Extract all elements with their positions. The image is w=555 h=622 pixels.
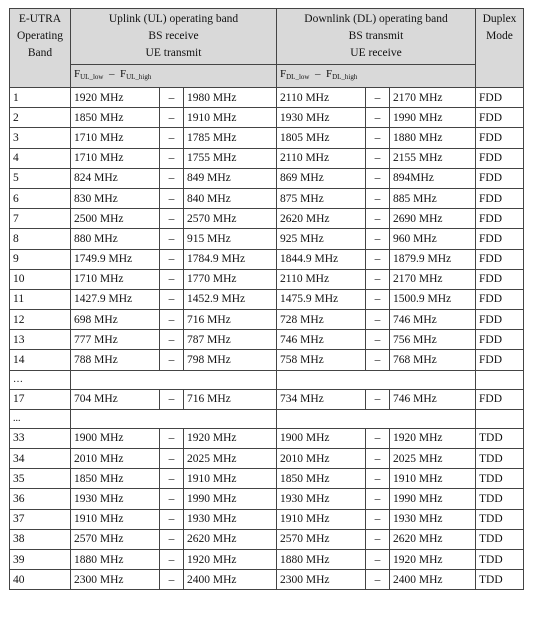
duplex-mode-cell: TDD <box>476 489 524 509</box>
table-row <box>10 289 524 309</box>
dl-high-cell: 746 MHz <box>390 310 476 330</box>
band-cell: 12 <box>10 310 71 330</box>
dl-low-cell: 925 MHz <box>277 229 366 249</box>
ul-low-cell: 2570 MHz <box>71 529 160 549</box>
ul-high-cell: 1930 MHz <box>184 509 277 529</box>
ul-dash-cell: – <box>160 469 184 489</box>
dl-low-cell: 2110 MHz <box>277 88 366 108</box>
ul-dash-cell <box>160 370 184 389</box>
duplex-mode-cell: TDD <box>476 449 524 469</box>
duplex-mode-cell: FDD <box>476 330 524 350</box>
ellipsis-row <box>10 370 524 389</box>
duplex-mode-cell: FDD <box>476 188 524 208</box>
dl-high-cell: 1500.9 MHz <box>390 289 476 309</box>
ul-low-cell: 704 MHz <box>71 389 160 409</box>
table-row <box>10 389 524 409</box>
table-row <box>10 188 524 208</box>
table-row <box>10 570 524 590</box>
duplex-mode-cell: FDD <box>476 289 524 309</box>
dl-dash-cell: – <box>366 128 390 148</box>
table-row <box>10 168 524 188</box>
dl-high-cell: 1930 MHz <box>390 509 476 529</box>
table-row <box>10 88 524 108</box>
table-row <box>10 269 524 289</box>
dl-dash-cell: – <box>366 330 390 350</box>
ul-low-cell: 1920 MHz <box>71 88 160 108</box>
duplex-mode-cell: FDD <box>476 168 524 188</box>
ul-low-cell: 1749.9 MHz <box>71 249 160 269</box>
table-row <box>10 549 524 569</box>
dl-dash-cell: – <box>366 310 390 330</box>
dl-low-cell: 2110 MHz <box>277 269 366 289</box>
band-cell: 13 <box>10 330 71 350</box>
band-cell: 40 <box>10 570 71 590</box>
ellipsis-row <box>10 409 524 428</box>
duplex-mode-cell: FDD <box>476 350 524 370</box>
dl-dash-cell: – <box>366 209 390 229</box>
dl-high-cell: 1920 MHz <box>390 549 476 569</box>
dl-high-cell <box>390 370 476 389</box>
ul-dash-cell: – <box>160 229 184 249</box>
ul-high-cell: 2620 MHz <box>184 529 277 549</box>
dl-low-cell: 1475.9 MHz <box>277 289 366 309</box>
dl-dash-cell: – <box>366 509 390 529</box>
duplex-mode-cell: TDD <box>476 428 524 448</box>
ul-low-cell: 1910 MHz <box>71 509 160 529</box>
ul-low-cell: 698 MHz <box>71 310 160 330</box>
table-header <box>10 9 524 88</box>
ul-dash-cell: – <box>160 428 184 448</box>
dl-low-cell: 1850 MHz <box>277 469 366 489</box>
dl-low-cell: 1880 MHz <box>277 549 366 569</box>
uplink-range-header: $F_{UL\_low} - F_{UL\_high}$ <box>71 65 277 88</box>
ul-high-cell: 2570 MHz <box>184 209 277 229</box>
table-row <box>10 350 524 370</box>
dl-dash-cell: – <box>366 229 390 249</box>
dl-high-cell: 2025 MHz <box>390 449 476 469</box>
ul-dash-cell: – <box>160 489 184 509</box>
dl-low-cell: 875 MHz <box>277 188 366 208</box>
band-cell: 10 <box>10 269 71 289</box>
dl-high-cell: 746 MHz <box>390 389 476 409</box>
duplex-mode-cell: FDD <box>476 209 524 229</box>
band-cell: 3 <box>10 128 71 148</box>
ul-high-cell: 1785 MHz <box>184 128 277 148</box>
ul-high-cell: 849 MHz <box>184 168 277 188</box>
ul-low-cell: 2300 MHz <box>71 570 160 590</box>
ul-high-cell: 1990 MHz <box>184 489 277 509</box>
dl-high-cell: 2170 MHz <box>390 88 476 108</box>
ul-high-cell: 1920 MHz <box>184 549 277 569</box>
dl-dash-cell: – <box>366 108 390 128</box>
ul-low-cell: 880 MHz <box>71 229 160 249</box>
ul-low-cell: 2010 MHz <box>71 449 160 469</box>
ul-high-cell: 840 MHz <box>184 188 277 208</box>
duplex-mode-cell: FDD <box>476 229 524 249</box>
band-cell: 36 <box>10 489 71 509</box>
duplex-mode-cell: TDD <box>476 469 524 489</box>
ul-dash-cell: – <box>160 148 184 168</box>
ul-high-cell: 1910 MHz <box>184 108 277 128</box>
ul-dash-cell: – <box>160 509 184 529</box>
duplex-mode-cell <box>476 370 524 389</box>
ul-dash-cell: – <box>160 128 184 148</box>
dl-low-cell: 1930 MHz <box>277 108 366 128</box>
dl-high-cell: 2170 MHz <box>390 269 476 289</box>
dl-high-cell <box>390 409 476 428</box>
band-cell: 39 <box>10 549 71 569</box>
dl-dash-cell: – <box>366 570 390 590</box>
ul-dash-cell: – <box>160 389 184 409</box>
dl-dash-cell: – <box>366 269 390 289</box>
downlink-range-header: $F_{DL\_low} - F_{DL\_high}$ <box>277 65 476 88</box>
uplink-column-header: Uplink (UL) operating band BS receive UE transmit <box>71 9 277 65</box>
dl-dash-cell <box>366 409 390 428</box>
ul-dash-cell: – <box>160 330 184 350</box>
ul-dash-cell: – <box>160 289 184 309</box>
ul-low-cell: 2500 MHz <box>71 209 160 229</box>
band-cell: 7 <box>10 209 71 229</box>
dl-low-cell: 869 MHz <box>277 168 366 188</box>
ul-dash-cell: – <box>160 188 184 208</box>
table-row <box>10 509 524 529</box>
duplex-mode-cell: FDD <box>476 148 524 168</box>
dl-high-cell: 885 MHz <box>390 188 476 208</box>
ul-low-cell: 830 MHz <box>71 188 160 208</box>
ul-dash-cell: – <box>160 88 184 108</box>
table-row <box>10 449 524 469</box>
dl-dash-cell: – <box>366 449 390 469</box>
dl-low-cell: 2300 MHz <box>277 570 366 590</box>
ul-high-cell: 1770 MHz <box>184 269 277 289</box>
ul-high-cell: 2025 MHz <box>184 449 277 469</box>
table-row <box>10 108 524 128</box>
dl-low-cell <box>277 370 366 389</box>
ul-dash-cell: – <box>160 310 184 330</box>
table-row <box>10 128 524 148</box>
dl-dash-cell: – <box>366 350 390 370</box>
ul-high-cell: 1452.9 MHz <box>184 289 277 309</box>
ul-low-cell: 788 MHz <box>71 350 160 370</box>
dl-low-cell: 728 MHz <box>277 310 366 330</box>
dl-high-cell: 1990 MHz <box>390 108 476 128</box>
dl-dash-cell: – <box>366 188 390 208</box>
ul-dash-cell: – <box>160 449 184 469</box>
ul-low-cell: 1710 MHz <box>71 269 160 289</box>
duplex-mode-cell: TDD <box>476 509 524 529</box>
ul-low-cell: 1880 MHz <box>71 549 160 569</box>
duplex-mode-cell: TDD <box>476 529 524 549</box>
duplex-mode-cell: FDD <box>476 310 524 330</box>
dl-high-cell: 1910 MHz <box>390 469 476 489</box>
table-body <box>10 88 524 590</box>
dl-dash-cell: – <box>366 529 390 549</box>
table-row <box>10 529 524 549</box>
dl-dash-cell: – <box>366 148 390 168</box>
downlink-column-header: Downlink (DL) operating band BS transmit UE receive <box>277 9 476 65</box>
dl-low-cell: 2010 MHz <box>277 449 366 469</box>
dl-low-cell: 746 MHz <box>277 330 366 350</box>
band-cell: 6 <box>10 188 71 208</box>
duplex-mode-cell: FDD <box>476 269 524 289</box>
ul-dash-cell: – <box>160 249 184 269</box>
dl-high-cell: 2620 MHz <box>390 529 476 549</box>
band-cell: 11 <box>10 289 71 309</box>
dl-high-cell: 2155 MHz <box>390 148 476 168</box>
ul-dash-cell: – <box>160 108 184 128</box>
dl-dash-cell: – <box>366 469 390 489</box>
dl-low-cell: 2620 MHz <box>277 209 366 229</box>
dl-high-cell: 1990 MHz <box>390 489 476 509</box>
table-row <box>10 330 524 350</box>
band-cell: 34 <box>10 449 71 469</box>
dl-high-cell: 1879.9 MHz <box>390 249 476 269</box>
duplex-mode-column-header: Duplex Mode <box>476 9 524 88</box>
ul-high-cell <box>184 409 277 428</box>
duplex-mode-cell: FDD <box>476 389 524 409</box>
ul-dash-cell: – <box>160 549 184 569</box>
dl-low-cell <box>277 409 366 428</box>
band-cell: 9 <box>10 249 71 269</box>
ul-dash-cell: – <box>160 209 184 229</box>
table-row <box>10 489 524 509</box>
ul-low-cell: 1710 MHz <box>71 148 160 168</box>
ul-low-cell: 1710 MHz <box>71 128 160 148</box>
ul-dash-cell: – <box>160 570 184 590</box>
operating-bands-table <box>9 8 524 590</box>
dl-low-cell: 734 MHz <box>277 389 366 409</box>
dl-high-cell: 1920 MHz <box>390 428 476 448</box>
ul-low-cell: 824 MHz <box>71 168 160 188</box>
ul-low-cell: 1850 MHz <box>71 469 160 489</box>
dl-dash-cell: – <box>366 289 390 309</box>
duplex-mode-cell: FDD <box>476 88 524 108</box>
duplex-mode-cell <box>476 409 524 428</box>
band-cell: 5 <box>10 168 71 188</box>
ul-high-cell: 798 MHz <box>184 350 277 370</box>
band-cell: 1 <box>10 88 71 108</box>
ul-low-cell: 1900 MHz <box>71 428 160 448</box>
table-row <box>10 310 524 330</box>
ul-dash-cell: – <box>160 269 184 289</box>
table-row <box>10 229 524 249</box>
dl-low-cell: 1900 MHz <box>277 428 366 448</box>
dl-dash-cell <box>366 370 390 389</box>
ul-high-cell: 716 MHz <box>184 310 277 330</box>
table-row <box>10 209 524 229</box>
ul-high-cell: 1910 MHz <box>184 469 277 489</box>
duplex-mode-cell: FDD <box>476 128 524 148</box>
dl-dash-cell: – <box>366 549 390 569</box>
ul-dash-cell: – <box>160 529 184 549</box>
duplex-mode-cell: TDD <box>476 549 524 569</box>
band-cell: 38 <box>10 529 71 549</box>
dl-low-cell: 2570 MHz <box>277 529 366 549</box>
band-column-header: E-UTRA Operating Band <box>10 9 71 88</box>
dl-low-cell: 1844.9 MHz <box>277 249 366 269</box>
ul-low-cell: 1930 MHz <box>71 489 160 509</box>
band-cell: 8 <box>10 229 71 249</box>
table-row <box>10 148 524 168</box>
table-row <box>10 469 524 489</box>
dl-dash-cell: – <box>366 389 390 409</box>
dl-high-cell: 2400 MHz <box>390 570 476 590</box>
band-cell: 37 <box>10 509 71 529</box>
dl-high-cell: 756 MHz <box>390 330 476 350</box>
band-cell: ... <box>10 409 71 428</box>
band-cell: 14 <box>10 350 71 370</box>
dl-high-cell: 2690 MHz <box>390 209 476 229</box>
ul-dash-cell: – <box>160 350 184 370</box>
duplex-mode-cell: FDD <box>476 249 524 269</box>
band-cell: 2 <box>10 108 71 128</box>
dl-low-cell: 1910 MHz <box>277 509 366 529</box>
dl-dash-cell: – <box>366 168 390 188</box>
dl-dash-cell: – <box>366 88 390 108</box>
ul-low-cell <box>71 409 160 428</box>
ul-high-cell: 716 MHz <box>184 389 277 409</box>
dl-high-cell: 768 MHz <box>390 350 476 370</box>
dl-low-cell: 758 MHz <box>277 350 366 370</box>
ul-high-cell: 1784.9 MHz <box>184 249 277 269</box>
ul-low-cell <box>71 370 160 389</box>
band-cell: 33 <box>10 428 71 448</box>
duplex-mode-cell: FDD <box>476 108 524 128</box>
ul-high-cell: 2400 MHz <box>184 570 277 590</box>
dl-dash-cell: – <box>366 489 390 509</box>
dl-dash-cell: – <box>366 249 390 269</box>
ul-low-cell: 1427.9 MHz <box>71 289 160 309</box>
band-cell: 17 <box>10 389 71 409</box>
duplex-mode-cell: TDD <box>476 570 524 590</box>
dl-dash-cell: – <box>366 428 390 448</box>
ul-dash-cell: – <box>160 168 184 188</box>
dl-low-cell: 1930 MHz <box>277 489 366 509</box>
band-cell: 4 <box>10 148 71 168</box>
ul-high-cell <box>184 370 277 389</box>
ul-high-cell: 915 MHz <box>184 229 277 249</box>
band-cell: 35 <box>10 469 71 489</box>
ul-low-cell: 1850 MHz <box>71 108 160 128</box>
dl-high-cell: 894MHz <box>390 168 476 188</box>
dl-low-cell: 2110 MHz <box>277 148 366 168</box>
ul-high-cell: 1755 MHz <box>184 148 277 168</box>
dl-high-cell: 1880 MHz <box>390 128 476 148</box>
dl-high-cell: 960 MHz <box>390 229 476 249</box>
ul-low-cell: 777 MHz <box>71 330 160 350</box>
table-row <box>10 428 524 448</box>
table-row <box>10 249 524 269</box>
dl-low-cell: 1805 MHz <box>277 128 366 148</box>
band-cell: … <box>10 370 71 389</box>
ul-high-cell: 787 MHz <box>184 330 277 350</box>
ul-high-cell: 1920 MHz <box>184 428 277 448</box>
ul-dash-cell <box>160 409 184 428</box>
ul-high-cell: 1980 MHz <box>184 88 277 108</box>
